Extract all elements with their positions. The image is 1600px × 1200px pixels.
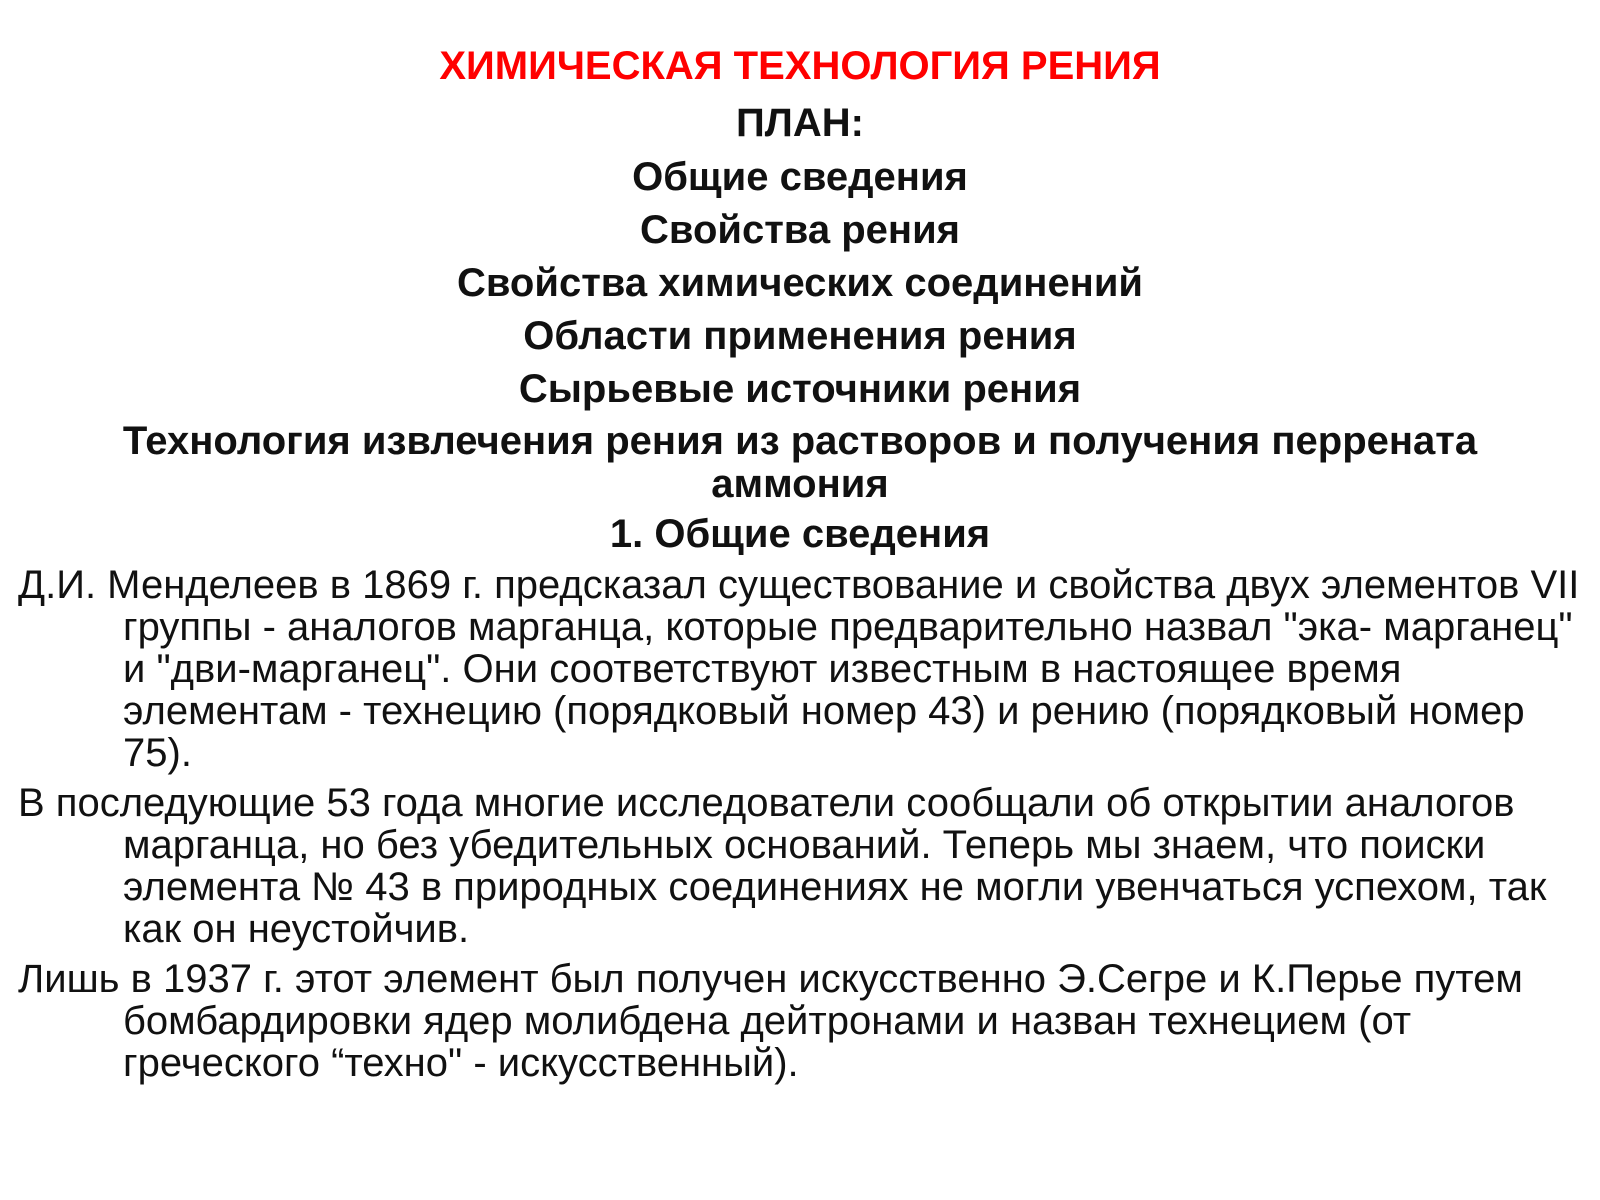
plan-section [30, 95, 1570, 560]
plan-heading: ПЛАН: [736, 101, 864, 145]
plan-item-compound-properties: Свойства химических соединений [456, 261, 1144, 305]
paragraph-technetium-discovery: Лишь в 1937 г. этот элемент был получен искусственно Э.Сегре и К.Перье путем бомбардировки ядер молибдена дейтронами и назван технецием (от греческого “техно" - искусственный). [18, 957, 1523, 1085]
plan-item-rhenium-properties: Свойства рения [640, 208, 960, 252]
plan-item-applications: Области применения рения [523, 314, 1077, 358]
paragraph-later-research: В последующие 53 года многие исследователи сообщали об открытии аналогов марганца, но без убедительных оснований. Теперь мы знаем, что поиски элемента № 43 в природных соединениях не могли увенчаться успехом, так как он неустойчив. [18, 781, 1547, 951]
document-title: ХИМИЧЕСКАЯ ТЕХНОЛОГИЯ РЕНИЯ [439, 44, 1161, 88]
section-heading: 1. Общие сведения [609, 512, 991, 556]
paragraph-mendeleev-prediction: Д.И. Менделеев в 1869 г. предсказал существование и свойства двух элементов VII группы - аналогов марганца, которые предварительно назвал "эка- марганец" и "дви-марганец". Они соответствуют известным в настоящее время элементам - технецию (порядковый номер 43) и рению (порядковый номер 75). [18, 563, 1580, 775]
plan-item-extraction-technology: Технология извлечения рения из растворов и получения перрената аммония [122, 419, 1478, 506]
plan-item-raw-materials: Сырьевые источники рения [518, 367, 1082, 411]
body-text [18, 564, 1588, 1092]
plan-item-general-info: Общие сведения [632, 155, 968, 199]
